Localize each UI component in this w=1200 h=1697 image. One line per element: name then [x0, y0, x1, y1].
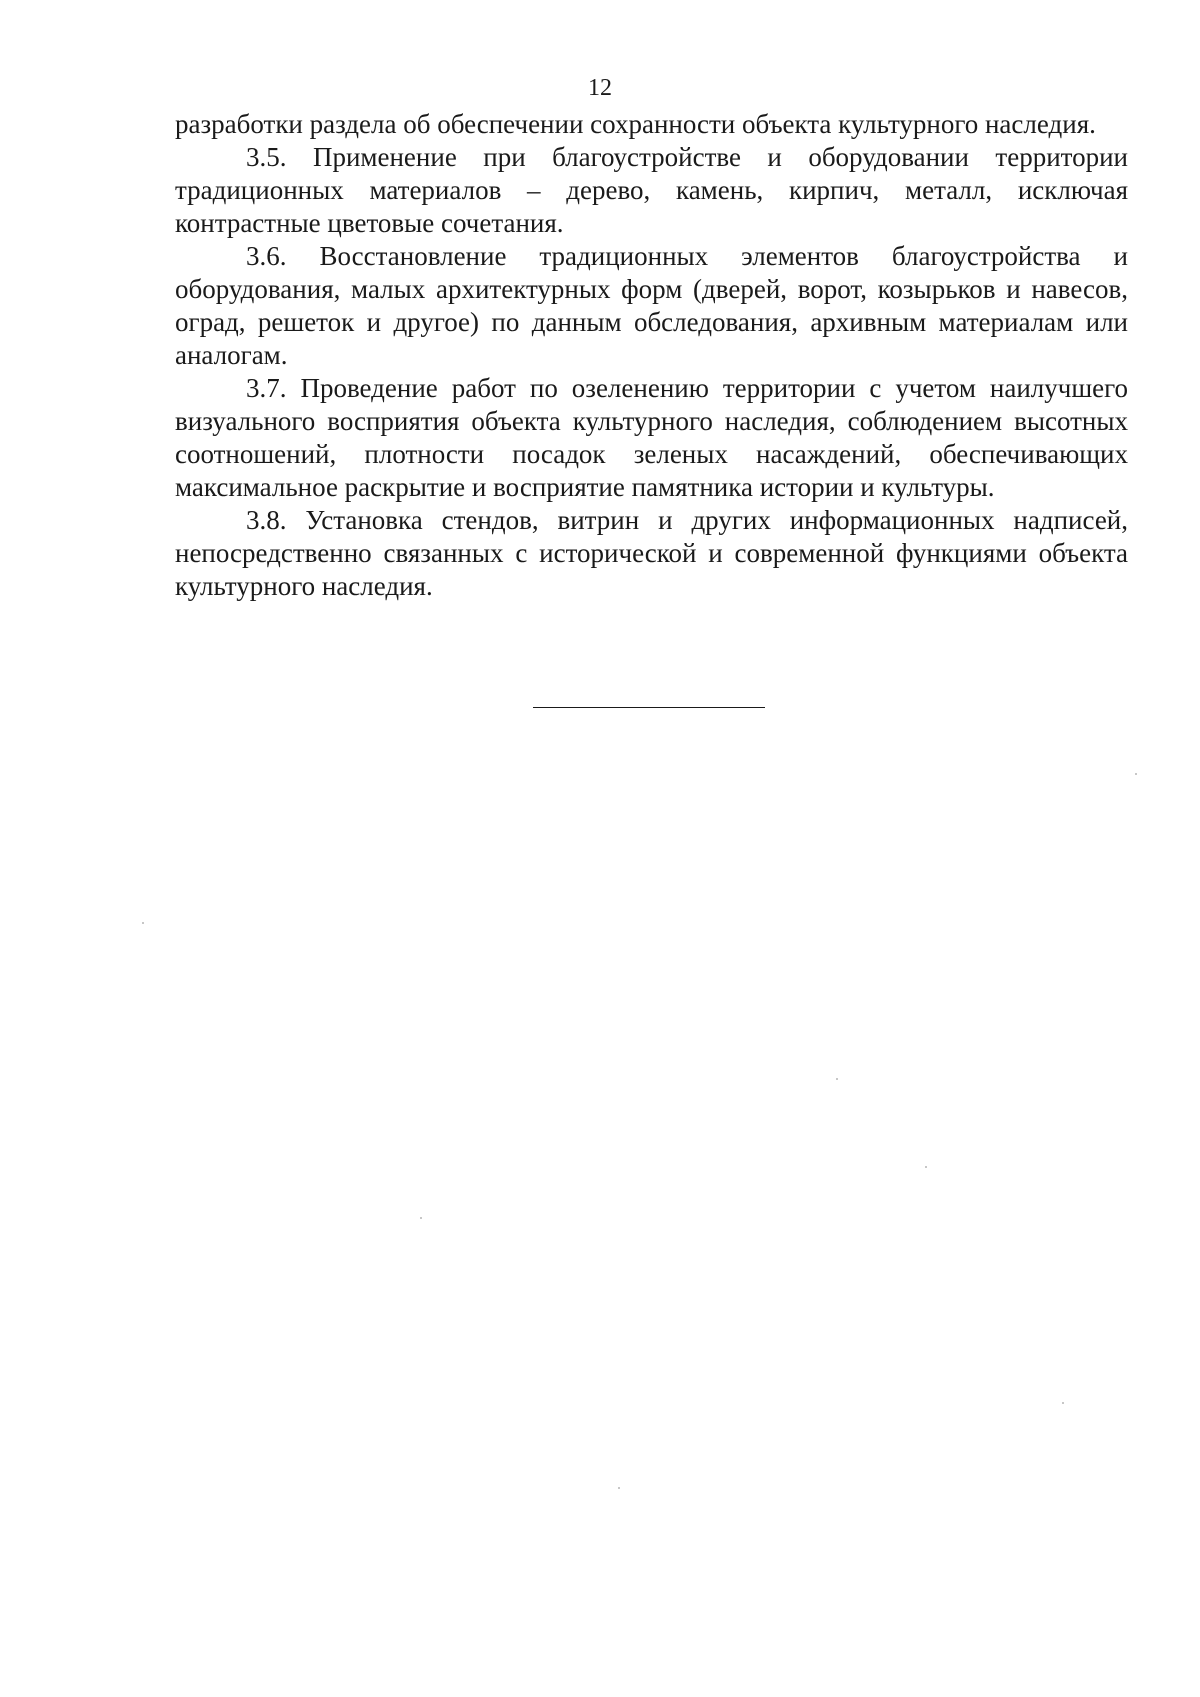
scan-speck — [1135, 773, 1137, 775]
scan-speck — [420, 1217, 422, 1219]
paragraph-3-6: 3.6. Восстановление традиционных элементов благоустройства и оборудования, малых архитектурных форм (дверей, ворот, козырьков и навесов, оград, решеток и другое) по данным обследования, архивным материалам или аналогам. — [175, 241, 1128, 370]
scan-speck — [618, 1487, 620, 1489]
document-body — [175, 108, 1128, 603]
paragraph-3-7: 3.7. Проведение работ по озеленению территории с учетом наилучшего визуального восприятия объекта культурного наследия, соблюдением высотных соотношений, плотности посадок зеленых насаждений, обеспечивающих максимальное раскрытие и восприятие памятника истории и культуры. — [175, 373, 1128, 502]
paragraph-3-5: 3.5. Применение при благоустройстве и оборудовании территории традиционных материалов – дерево, камень, кирпич, металл, исключая контрастные цветовые сочетания. — [175, 142, 1128, 238]
scan-speck — [836, 1078, 838, 1080]
scan-speck — [925, 1166, 927, 1168]
paragraph-continuation: разработки раздела об обеспечении сохранности объекта культурного наследия. — [175, 109, 1096, 139]
scan-speck — [142, 922, 144, 924]
page-number: 12 — [588, 75, 612, 101]
end-of-text-rule — [533, 707, 765, 708]
scan-speck — [1062, 1402, 1064, 1404]
paragraph-3-8: 3.8. Установка стендов, витрин и других информационных надписей, непосредственно связанных с исторической и современной функциями объекта культурного наследия. — [175, 505, 1128, 601]
